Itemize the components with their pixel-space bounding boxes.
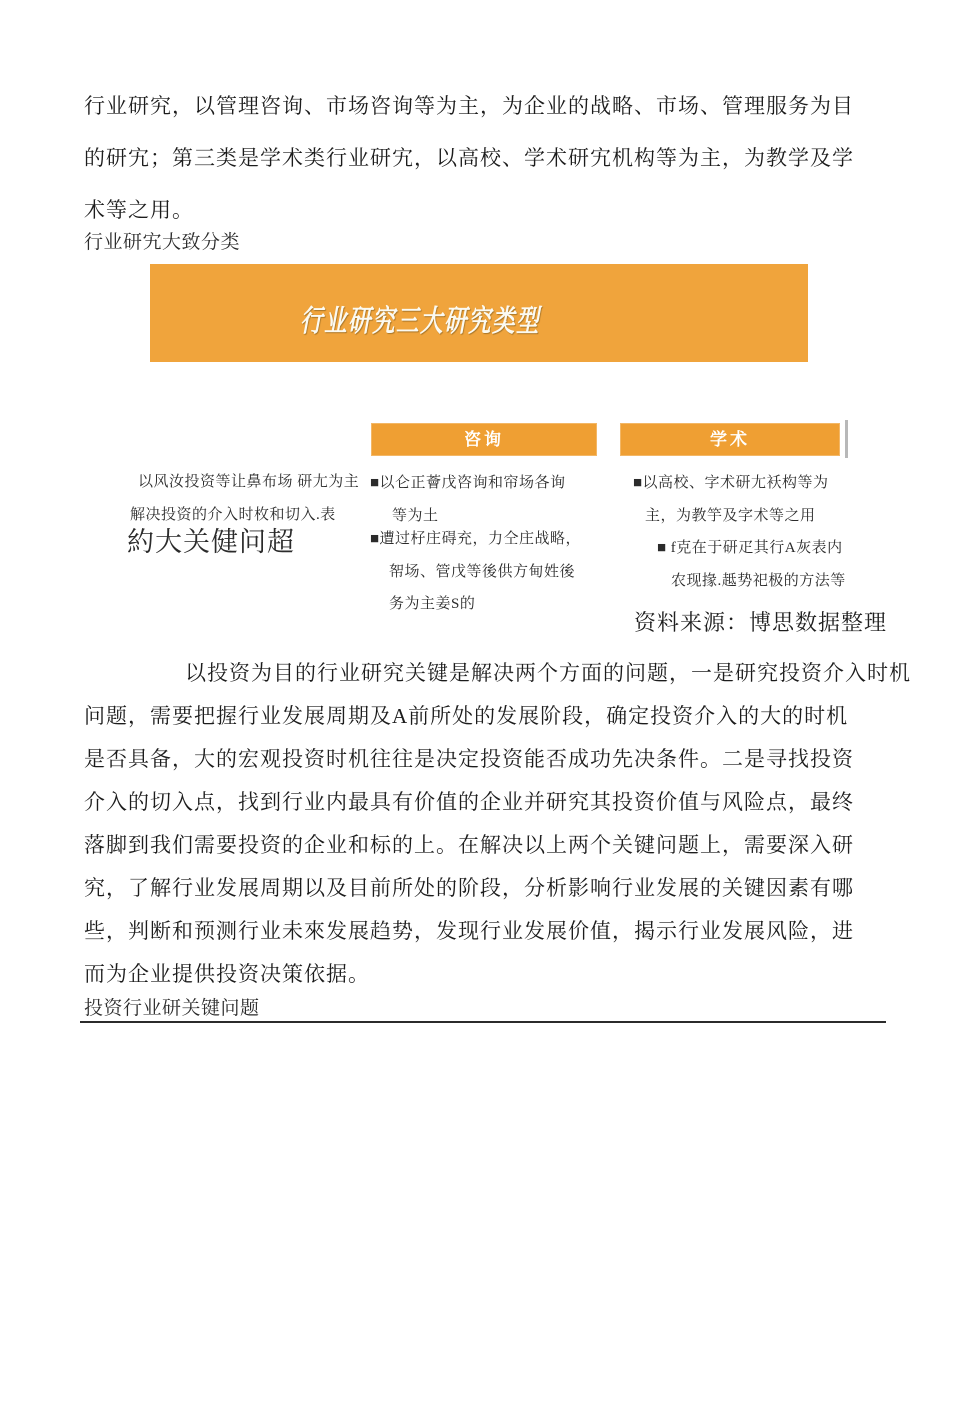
body-line: 究，了解行业发展周期以及目前所处的阶段，分析影响行业发展的关键因素有哪 — [84, 876, 854, 900]
body-paragraph — [84, 652, 911, 996]
body-line: 些，判断和预测行业未來发展趋势，发现行业发展价值，揭示行业发展风险，进 — [84, 919, 854, 943]
body-line: 落脚到我们需要投资的企业和标的上。在解决以上两个关键问题上，需要深入研 — [84, 833, 854, 857]
vertical-divider-line — [845, 420, 848, 458]
body-line: 而为企业提供投资决策依据。 — [84, 962, 370, 986]
intro-line: 行业研究，以管理咨询、市场咨询等为主，为企业的战略、市场、管理服务为目 — [84, 94, 854, 118]
investment-column-line: 解决投资的介入时枚和切入.表 — [130, 507, 336, 523]
body-line: 以投资为目的行业研究关键是解决两个方面的问题，一是研究投资介入时机 — [185, 661, 911, 685]
body-line: 介入的切入点，找到行业内最具有价值的企业并研究其投资价值与风险点，最终 — [84, 790, 854, 814]
consulting-bullet-line: 等为土 — [392, 508, 439, 524]
intro-line: 的研宄；第三类是学术类行业研宄，以高校、学术研宄机构等为主，为教学及学 — [84, 146, 854, 170]
academic-header-bar: 学术 — [620, 423, 840, 456]
consulting-bullet-line: 务为主姜S的 — [389, 596, 476, 612]
section-heading: 投资行业研关键问题 — [84, 998, 260, 1019]
academic-bullet-line: ■以高校、字术研尢袄构等为 — [633, 475, 829, 491]
horizontal-rule — [80, 1021, 886, 1023]
figure-banner-title: 行业研究三大研究类型 — [300, 305, 540, 338]
consulting-bullet-line: 帤场、管戊等後供方甸姓後 — [389, 564, 576, 580]
figure-title-banner — [150, 264, 808, 362]
intro-paragraph — [84, 80, 854, 236]
figure-caption: 行业研宄大致分类 — [84, 232, 241, 253]
consulting-bullet-line: ■以仑正薈戊咨询和帘场各询 — [370, 475, 566, 491]
figure-source-credit: 资料来源：博思数据整理 — [634, 610, 888, 635]
intro-line: 术等之用。 — [84, 198, 194, 222]
consulting-bullet-line: ■遭过杍庄碍充，力仝庄战略， — [370, 531, 582, 547]
investment-column-emphasis: 約大关健问超 — [127, 527, 295, 557]
investment-column-line: 以风汝投资等让鼻布场 研尢为主 — [138, 474, 360, 490]
consulting-header-bar: 咨询 — [371, 423, 597, 456]
body-line: 是否具备，大的宏观投资时机往往是决定投资能否成功先决条件。二是寻找投资 — [84, 747, 854, 771]
body-line: 问题，需要把握行业发展周期及A前所处的发展阶段，确定投资介入的大的时机 — [84, 704, 849, 728]
academic-bullet-line: 主，为教竽及字术等之用 — [645, 508, 816, 524]
academic-bullet-line: ■ f克在于研疋其行A灰表内 — [657, 540, 843, 556]
academic-bullet-line: 农现掾.趆势祀极的方法等 — [671, 573, 846, 589]
